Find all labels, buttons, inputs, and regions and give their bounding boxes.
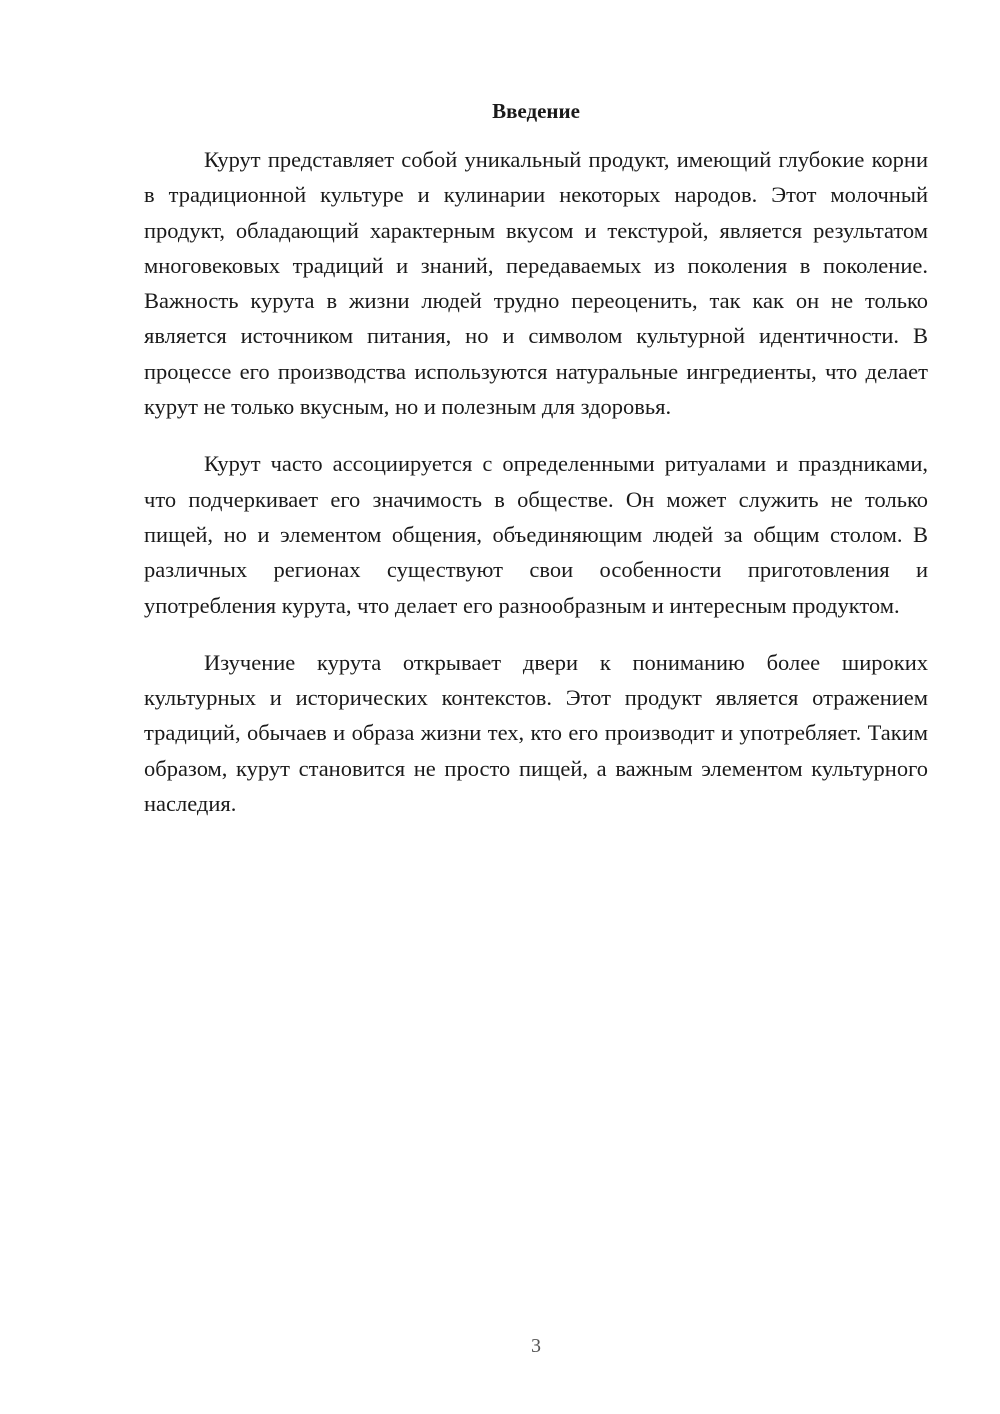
section-title: Введение xyxy=(492,99,580,123)
paragraph-2: Курут часто ассоциируется с определенными ритуалами и праздниками, что подчеркивает его значимость в обществе. Он может служить не только пищей, но и элементом общения, объединяющим людей за общим столом. В различных регионах существуют свои особенности приготовления и употребления курута, что делает его разнообразным и интересным продуктом. xyxy=(144,451,928,618)
paragraph-3: Изучение курута открывает двери к пониманию более широких культурных и исторических контекстов. Этот продукт является отражением традиций, обычаев и образа жизни тех, кто его производит и употребляет. Таким образом, курут становится не просто пищей, а важным элементом культурного наследия. xyxy=(144,649,928,817)
page-number: 3 xyxy=(531,1335,541,1357)
body-text xyxy=(144,142,928,843)
paragraph-1: Курут представляет собой уникальный продукт, имеющий глубокие корни в традиционной культуре и кулинарии некоторых народов. Этот молочный продукт, обладающий характерным вкусом и текстурой, является результатом многовековых традиций и знаний, передаваемых из поколения в поколение. Важность курута в жизни людей трудно переоценить, так как он не только является источником питания, но и символом культурной идентичности. В процессе его производства используются натуральные ингредиенты, что делает курут не только вкусным, но и полезным для здоровья. xyxy=(144,147,928,420)
